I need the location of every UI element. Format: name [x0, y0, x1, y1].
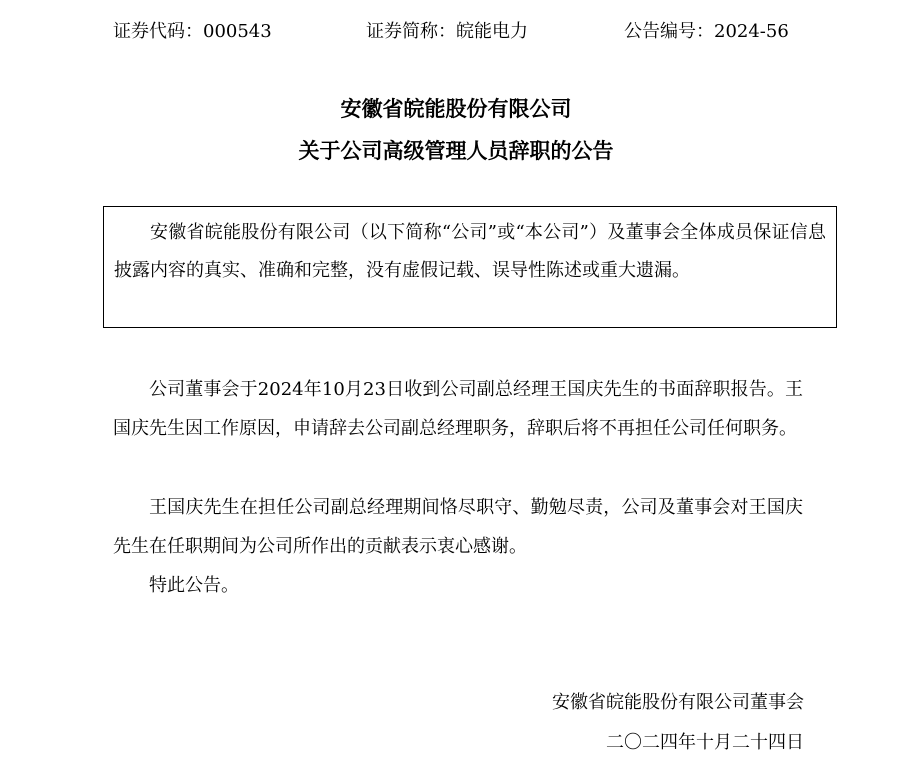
body-paragraph-thanks: 王国庆先生在担任公司副总经理期间恪尽职守、勤勉尽责，公司及董事会对王国庆先生在任职期间为公司所作出的贡献表示衷心感谢。: [113, 497, 803, 557]
notice-number: 公告编号：2024-56: [624, 21, 789, 42]
notice-title: 关于公司高级管理人员辞职的公告: [298, 138, 614, 163]
disclaimer-text: 安徽省皖能股份有限公司（以下简称“公司”或“本公司”）及董事会全体成员保证信息披露内容的真实、准确和完整，没有虚假记载、误导性陈述或重大遗漏。: [114, 222, 826, 281]
stock-name: 证券简称：皖能电力: [366, 21, 528, 42]
stock-code: 证券代码：000543: [113, 21, 272, 42]
document-header: [0, 18, 912, 46]
signature-date: 二〇二四年十月二十四日: [606, 732, 804, 753]
company-title: 安徽省皖能股份有限公司: [340, 96, 572, 121]
disclaimer-box: [103, 206, 837, 328]
body-paragraph-resignation: 公司董事会于2024年10月23日收到公司副总经理王国庆先生的书面辞职报告。王国庆先生因工作原因，申请辞去公司副总经理职务，辞职后将不再担任公司任何职务。: [113, 379, 803, 439]
signature-company: 安徽省皖能股份有限公司董事会: [552, 692, 804, 713]
body-paragraph-closing: 特此公告。: [149, 575, 239, 596]
